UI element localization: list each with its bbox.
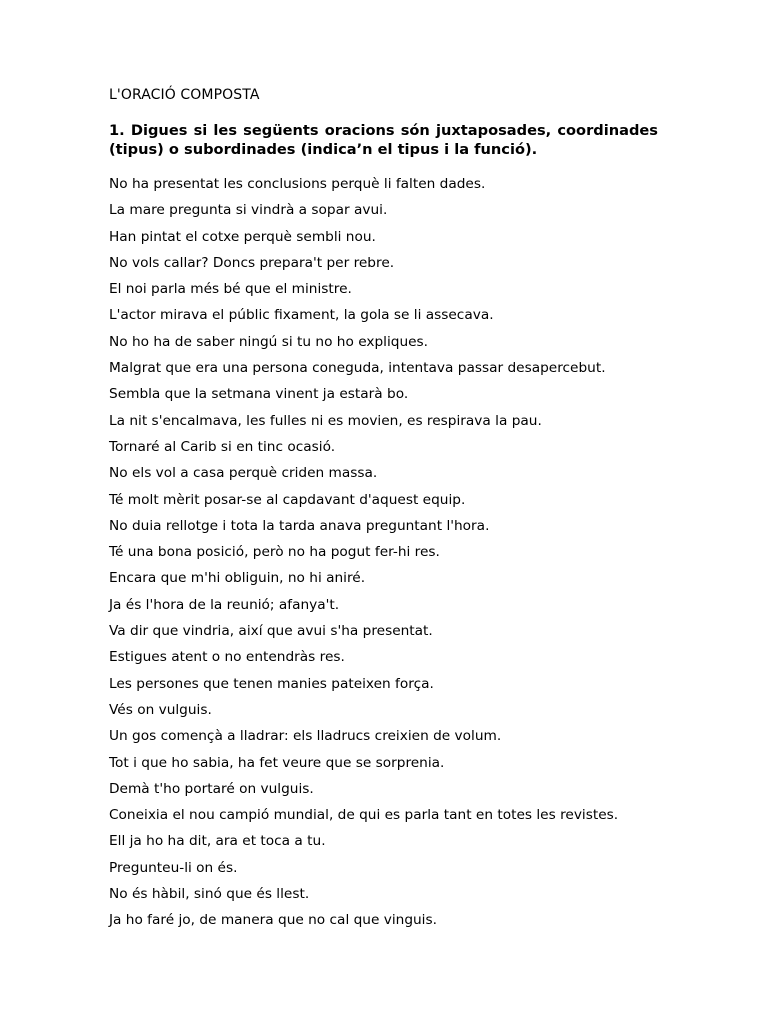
sentence-line: Coneixia el nou campió mundial, de qui es parla tant en totes les revistes. (109, 807, 619, 824)
sentence-line: Ja és l'hora de la reunió; afanya't. (109, 596, 340, 613)
sentence-line: No ho ha de saber ningú si tu no ho expliques. (109, 333, 429, 350)
sentence-line: Sembla que la setmana vinent ja estarà bo. (109, 386, 409, 403)
sentence-line: No duia rellotge i tota la tarda anava preguntant l'hora. (109, 517, 490, 534)
sentence-line: Té molt mèrit posar-se al capdavant d'aquest equip. (109, 491, 466, 508)
sentence-line: Tot i que ho sabia, ha fet veure que se sorprenia. (109, 754, 445, 771)
sentence-line: La nit s'encalmava, les fulles ni es movien, es respirava la pau. (109, 412, 542, 429)
sentence-line: Han pintat el cotxe perquè sembli nou. (109, 228, 376, 245)
document-title: L'ORACIÓ COMPOSTA (109, 87, 260, 103)
sentence-line: Va dir que vindria, així que avui s'ha presentat. (109, 623, 433, 640)
sentence-line: No els vol a casa perquè criden massa. (109, 465, 378, 482)
sentence-line: Ell ja ho ha dit, ara et toca a tu. (109, 833, 326, 850)
sentence-line: Ja ho faré jo, de manera que no cal que vinguis. (109, 912, 437, 929)
sentence-line: Tornaré al Carib si en tinc ocasió. (109, 438, 336, 455)
sentence-line: No vols callar? Doncs prepara't per rebre. (109, 254, 395, 271)
sentence-list (109, 174, 709, 937)
sentence-line: Demà t'ho portaré on vulguis. (109, 780, 314, 797)
sentence-line: No ha presentat les conclusions perquè li falten dades. (109, 176, 486, 192)
sentence-line: Pregunteu-li on és. (109, 859, 238, 876)
sentence-line: No és hàbil, sinó que és llest. (109, 886, 310, 903)
sentence-line: L'actor mirava el públic fixament, la gola se li assecava. (109, 307, 494, 324)
sentence-line: La mare pregunta si vindrà a sopar avui. (109, 202, 388, 219)
sentence-line: Les persones que tenen manies pateixen força. (109, 675, 434, 692)
sentence-line: Vés on vulguis. (109, 701, 212, 718)
sentence-line: Malgrat que era una persona coneguda, intentava passar desapercebut. (109, 360, 606, 377)
sentence-line: Un gos començà a lladrar: els lladrucs creixien de volum. (109, 728, 502, 745)
sentence-line: Encara que m'hi obliguin, no hi aniré. (109, 570, 366, 587)
exercise-instruction: 1. Digues si les següents oracions són juxtaposades, coordinades (tipus) o subordinades (indica’n el tipus i la funció). (109, 122, 658, 158)
sentence-line: Té una bona posició, però no ha pogut fer-hi res. (109, 544, 440, 561)
sentence-line: Estigues atent o no entendràs res. (109, 649, 345, 666)
sentence-line: El noi parla més bé que el ministre. (109, 281, 352, 298)
